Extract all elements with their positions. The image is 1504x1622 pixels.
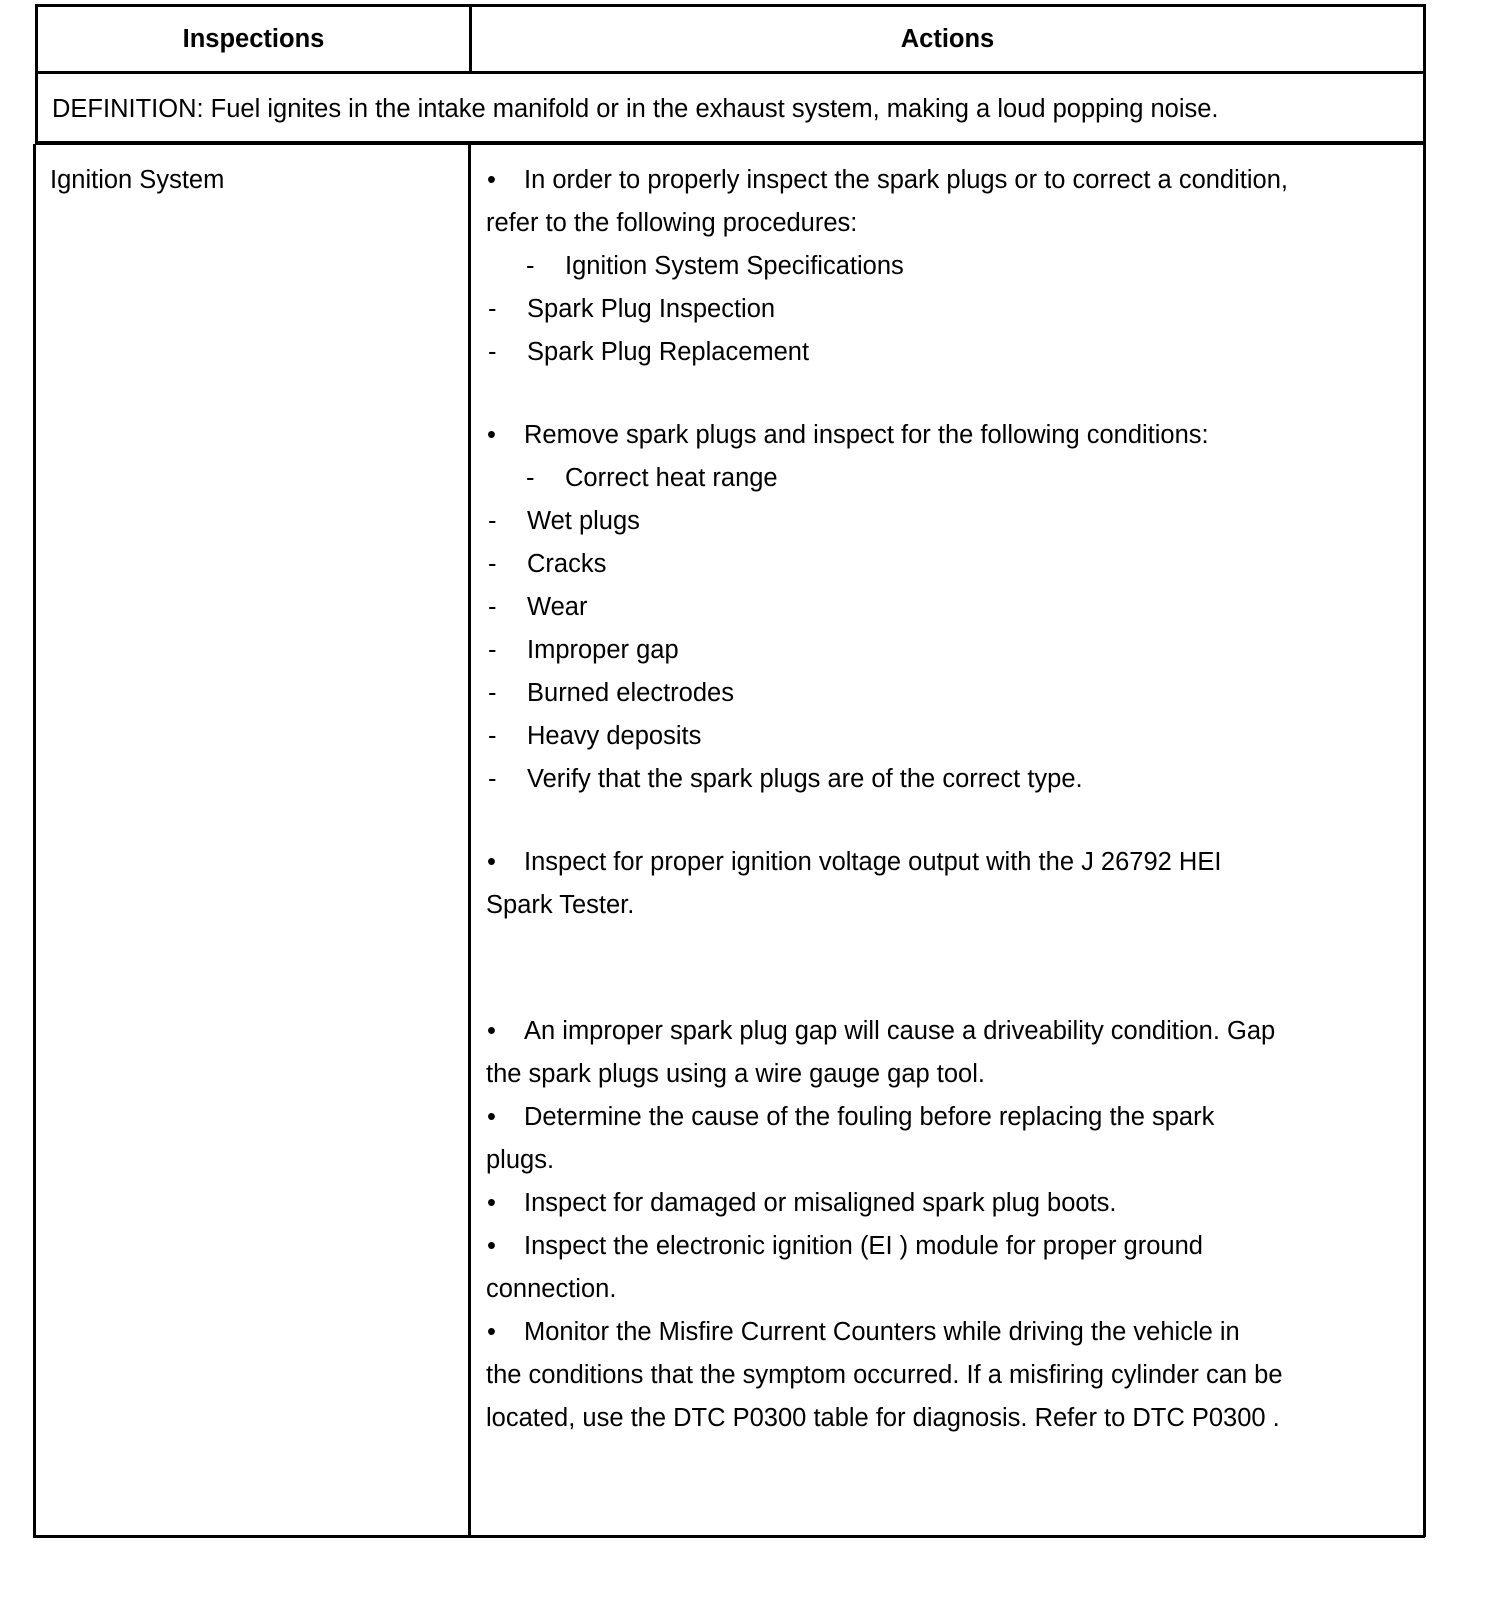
bullet-text-continued: located, use the DTC P0300 table for diagnosis. Refer to DTC P0300 . [486, 1404, 1280, 1432]
dash-marker: - [488, 765, 497, 793]
bullet-marker: • [487, 1189, 496, 1217]
header-actions: Actions [900, 25, 995, 53]
dash-marker: - [488, 679, 497, 707]
bullet-marker: • [487, 1017, 496, 1045]
list-item-text: Correct heat range [565, 464, 778, 492]
dash-marker: - [488, 550, 497, 578]
table-border-right [1423, 4, 1426, 1537]
list-item-text: Heavy deposits [527, 722, 702, 750]
definition-text: DEFINITION: Fuel ignites in the intake manifold or in the exhaust system, making a loud popping noise. [52, 95, 1219, 123]
list-item-text: Improper gap [527, 636, 679, 664]
list-item-text: Burned electrodes [527, 679, 734, 707]
bullet-marker: • [487, 1232, 496, 1260]
bullet-text-continued: Spark Tester. [486, 891, 635, 919]
bullet-text: In order to properly inspect the spark plugs or to correct a condition, [524, 166, 1288, 194]
bullet-text: Determine the cause of the fouling before replacing the spark [524, 1103, 1215, 1131]
dash-marker: - [488, 593, 497, 621]
bullet-marker: • [487, 421, 496, 449]
column-divider-body [468, 144, 471, 1537]
dash-marker: - [488, 295, 497, 323]
dash-marker: - [488, 636, 497, 664]
bullet-text: Monitor the Misfire Current Counters while driving the vehicle in [524, 1318, 1240, 1346]
bullet-marker: • [487, 1103, 496, 1131]
definition-divider [36, 141, 1426, 145]
dash-marker: - [488, 507, 497, 535]
bullet-text: Inspect the electronic ignition (EI ) module for proper ground [524, 1232, 1203, 1260]
list-item-text: Spark Plug Replacement [527, 338, 810, 366]
bullet-marker: • [487, 1318, 496, 1346]
table-border-bottom [33, 1535, 1425, 1538]
bullet-text: An improper spark plug gap will cause a driveability condition. Gap [524, 1017, 1276, 1045]
table-border-top [36, 4, 1426, 7]
bullet-marker: • [487, 848, 496, 876]
dash-marker: - [488, 722, 497, 750]
list-item-text: Wear [527, 593, 588, 621]
table-border-left-lower [33, 144, 36, 1538]
bullet-text-continued: the conditions that the symptom occurred. If a misfiring cylinder can be [486, 1361, 1283, 1389]
bullet-text-continued: connection. [486, 1275, 617, 1303]
header-divider [36, 71, 1426, 74]
list-item-text: Ignition System Specifications [565, 252, 904, 280]
bullet-text: Remove spark plugs and inspect for the following conditions: [524, 421, 1209, 449]
list-item-text: Spark Plug Inspection [527, 295, 776, 323]
inspection-ignition-system: Ignition System [50, 166, 225, 194]
list-item-text: Verify that the spark plugs are of the correct type. [527, 765, 1083, 793]
header-inspections: Inspections [182, 25, 325, 53]
list-item-text: Cracks [527, 550, 607, 578]
dash-marker: - [488, 338, 497, 366]
bullet-text: Inspect for damaged or misaligned spark plug boots. [524, 1189, 1117, 1217]
dash-marker: - [526, 252, 535, 280]
dash-marker: - [526, 464, 535, 492]
bullet-marker: • [487, 166, 496, 194]
bullet-text-continued: plugs. [486, 1146, 555, 1174]
bullet-text: Inspect for proper ignition voltage output with the J 26792 HEI [524, 848, 1222, 876]
bullet-text-continued: the spark plugs using a wire gauge gap tool. [486, 1060, 985, 1088]
bullet-text-continued: refer to the following procedures: [486, 209, 858, 237]
list-item-text: Wet plugs [527, 507, 640, 535]
